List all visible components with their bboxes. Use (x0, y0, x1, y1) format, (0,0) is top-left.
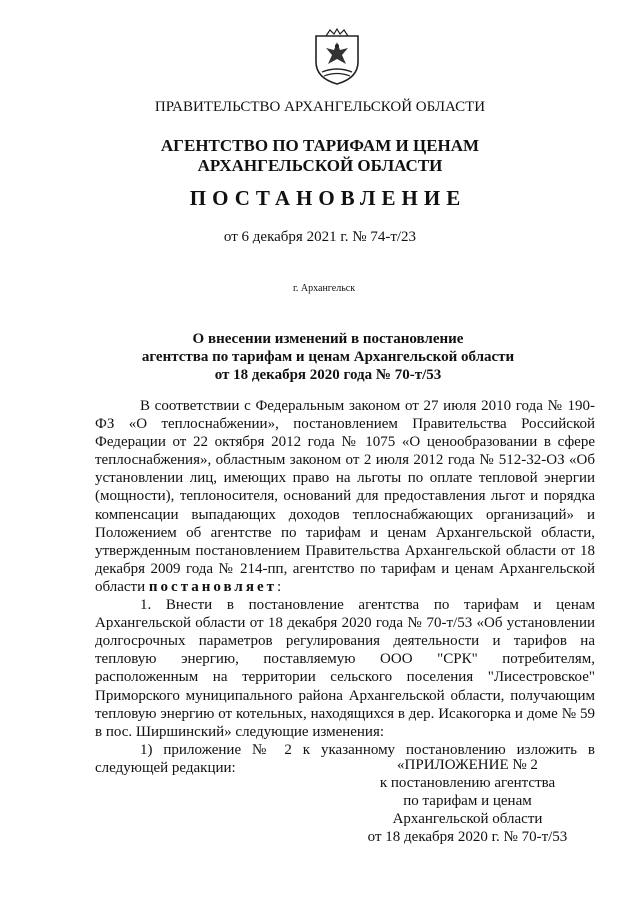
preamble-text: В соответствии с Федеральным законом от 27 июля 2010 года № 190-ФЗ «О теплоснабжении», постановлением Правительства Российской Федерации от 22 октября 2012 года № 1075 «О ценообразовании в сфере теплоснабжения», областным законом от 2 июля 2012 года № 512-32-ОЗ «Об установлении лиц, имеющих право на льготы по оплате тепловой энергии (мощности), теплоносителя, оснований для предоставления льгот и порядка компенсации выпадающих доходов теплоснабжающих организаций» и Положением об агентстве по тарифам и ценам Архангельской области, утвержденным постановлением Правительства Архангельской области от 18 декабря 2009 года № 214-пп, агентство по тарифам и ценам Архангельской области (95, 398, 595, 595)
preamble-paragraph (95, 397, 595, 596)
item-1-paragraph: 1. Внести в постановление агентства по тарифам и ценам Архангельской области от 18 декабря 2020 года № 70-т/53 «Об установлении долгосрочных параметров регулирования деятельности и тарифов на тепловую энергию, поставляемую ООО "СРК" потребителям, расположенным на территории сельского поселения "Лисестровское" Приморского муниципального района Архангельской области, получающим тепловую энергию от котельных, находящихся в дер. Исакогорка и доме № 59 в пос. Ширшинский» следующие изменения: (95, 597, 595, 740)
subject-line1: О внесении изменений в постановление (192, 331, 464, 347)
appendix-line4: Архангельской области (392, 811, 543, 828)
appendix-line5: от 18 декабря 2020 г. № 70-т/53 (367, 829, 568, 846)
subject-line3: от 18 декабря 2020 года № 70-т/53 (214, 367, 442, 383)
appendix-line1: «ПРИЛОЖЕНИЕ № 2 (397, 757, 538, 773)
document-city: г. Архангельск (292, 283, 356, 294)
document-subject (8, 330, 640, 384)
appendix-line2: к постановлению агентства (379, 775, 556, 792)
appendix-line3: по тарифам и ценам (403, 793, 532, 810)
document-body (95, 397, 595, 777)
appendix-header (360, 756, 575, 846)
coat-of-arms-emblem (312, 28, 362, 86)
government-name: ПРАВИТЕЛЬСТВО АРХАНГЕЛЬСКОЙ ОБЛАСТИ (154, 99, 486, 115)
decree-word: постановляет (148, 578, 277, 595)
item-1-1-paragraph: 1) приложение № 2 к указанному постановлению изложить в следующей редакции: (95, 741, 595, 776)
decree-colon: : (277, 578, 282, 595)
agency-name-line1: АГЕНТСТВО ПО ТАРИФАМ И ЦЕНАМ (160, 136, 480, 155)
document-date-number: от 6 декабря 2021 г. № 74-т/23 (223, 229, 417, 245)
document-type-title: ПОСТАНОВЛЕНИЕ (189, 186, 467, 210)
agency-name (0, 136, 640, 176)
agency-name-line2: АРХАНГЕЛЬСКОЙ ОБЛАСТИ (197, 156, 443, 175)
subject-line2: агентства по тарифам и ценам Архангельской области (141, 349, 515, 365)
